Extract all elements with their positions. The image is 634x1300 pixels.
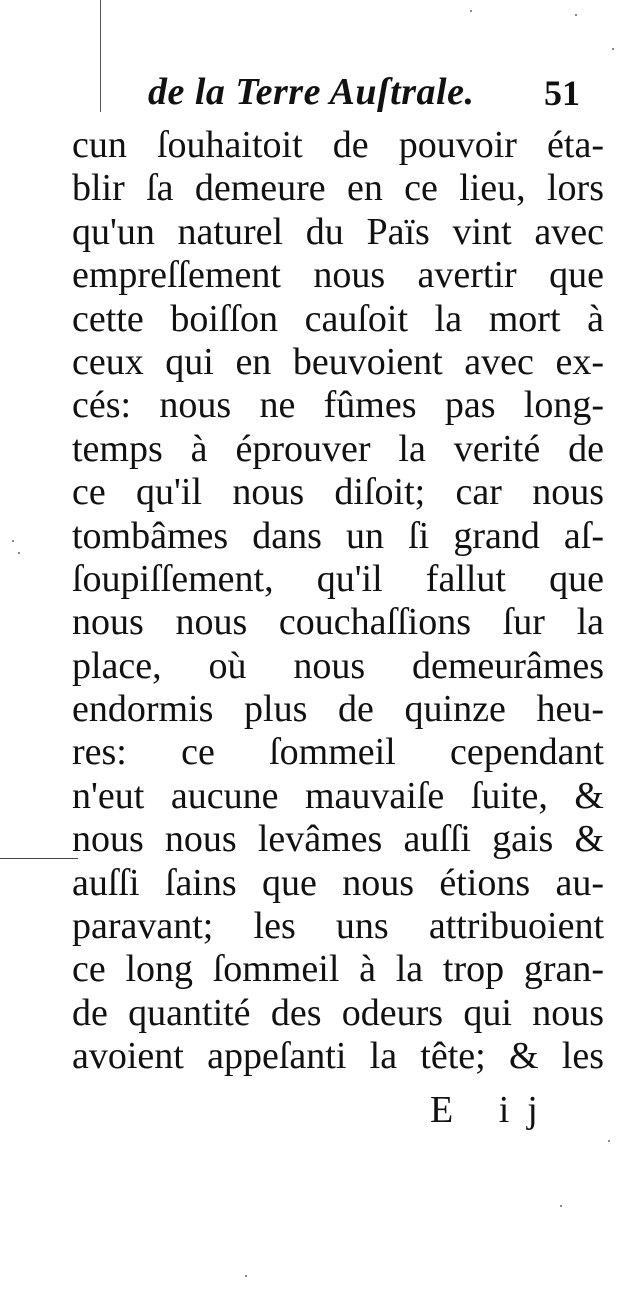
scan-speck [245, 1275, 247, 1277]
text-line: ce qu'il nous diſoit; car nous [72, 471, 604, 514]
text-line: empreſſement nous avertir que [72, 254, 604, 297]
text-line: avoient appeſanti la tête; & les [72, 1035, 604, 1078]
text-line: nous nous couchaſſions ſur la [72, 601, 604, 644]
text-line: cés: nous ne fûmes pas long- [72, 384, 604, 427]
text-line: ceux qui en beuvoient avec ex- [72, 340, 604, 383]
scan-margin-line [100, 0, 101, 112]
scan-speck [560, 1205, 562, 1207]
text-line: auſſi ſains que nous étions au- [72, 861, 604, 904]
text-line: ſoupiſſement, qu'il fallut que [72, 557, 604, 600]
text-line: tombâmes dans un ſi grand aſ- [72, 514, 604, 557]
text-line: paravant; les uns attribuoient [72, 905, 604, 948]
text-line: n'eut aucune mauvaiſe ſuite, & [72, 774, 604, 817]
page-number: 51 [544, 73, 580, 113]
text-line: cun ſouhaitoit de pouvoir éta- [72, 124, 604, 166]
text-line: de quantité des odeurs qui nous [72, 991, 604, 1034]
text-line: blir ſa demeure en ce lieu, lors [72, 167, 604, 210]
signature-mark: E ij [430, 1089, 556, 1131]
text-line: endormis plus de quinze heu- [72, 688, 604, 731]
text-line: ce long ſommeil à la trop gran- [72, 948, 604, 991]
scan-speck [612, 48, 614, 50]
scan-stray-line [0, 858, 78, 859]
scan-speck [12, 540, 14, 542]
text-line: temps à éprouver la verité de [72, 427, 604, 470]
text-line: place, où nous demeurâmes [72, 644, 604, 687]
scan-speck [470, 10, 472, 12]
text-line: nous nous levâmes auſſi gais & [72, 818, 604, 861]
scan-speck [575, 14, 577, 16]
text-line: cette boiſſon cauſoit la mort à [72, 297, 604, 340]
text-line: qu'un naturel du Païs vint avec [72, 210, 604, 253]
running-title: de la Terre Auſtrale. [148, 71, 475, 113]
scan-speck [18, 552, 20, 554]
text-body [72, 124, 604, 1079]
text-line: res: ce ſommeil cependant [72, 731, 604, 774]
scan-speck [608, 1140, 610, 1142]
